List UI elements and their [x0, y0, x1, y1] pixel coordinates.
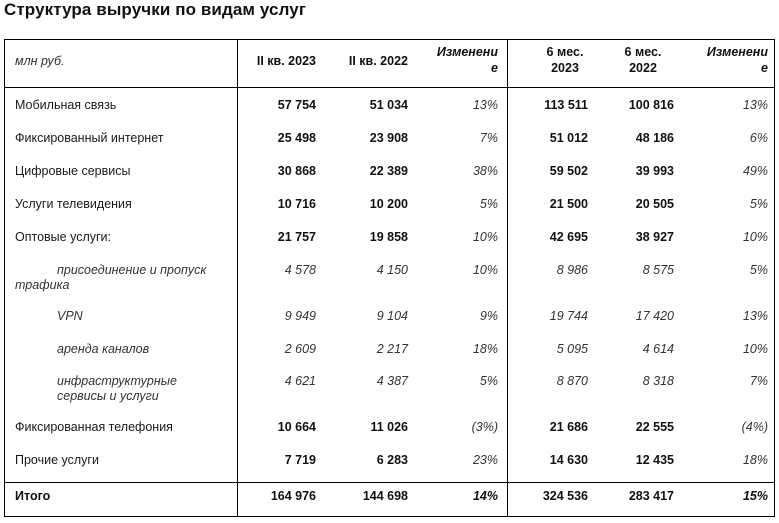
cell-6m-2022: 100 816 [628, 98, 674, 112]
cell-6m-2022: 4 614 [642, 342, 674, 356]
cell-change-q: 5% [479, 374, 498, 388]
cell-change-q: 5% [479, 197, 498, 211]
total-cell-q2-2023: 164 976 [270, 489, 316, 503]
row-label: Услуги телевидения [15, 197, 132, 211]
col-header-q2-2023: II кв. 2023 [256, 54, 316, 68]
cell-change-h: 5% [749, 197, 768, 211]
row-label: VPN [57, 309, 83, 323]
cell-change-q: 10% [472, 263, 498, 277]
cell-change-h: 7% [749, 374, 768, 388]
unit-label: млн руб. [15, 54, 65, 68]
col-header-change-h-line2: е [761, 61, 768, 75]
revenue-table [4, 39, 775, 517]
row-label: Цифровые сервисы [15, 164, 131, 178]
cell-change-h: (4%) [741, 420, 768, 434]
cell-6m-2022: 20 505 [635, 197, 674, 211]
cell-6m-2023: 42 695 [549, 230, 588, 244]
cell-q2-2023: 10 664 [277, 420, 316, 434]
cell-6m-2022: 12 435 [635, 453, 674, 467]
cell-6m-2023: 19 744 [549, 309, 588, 323]
row-label-continued: сервисы и услуги [57, 389, 159, 403]
cell-change-q: 7% [479, 131, 498, 145]
cell-6m-2023: 14 630 [549, 453, 588, 467]
cell-q2-2023: 10 716 [277, 197, 316, 211]
col-header-change-h [707, 44, 768, 76]
cell-q2-2022: 11 026 [370, 420, 408, 434]
col-header-change-h-line1: Изменени [706, 45, 768, 59]
page-title: Структура выручки по видам услуг [4, 0, 307, 19]
cell-q2-2023: 4 578 [284, 263, 316, 277]
col-header-change-q-line2: е [491, 61, 498, 75]
cell-q2-2022: 10 200 [369, 197, 408, 211]
cell-change-h: 13% [742, 98, 768, 112]
row-label-continued: трафика [15, 278, 70, 292]
cell-6m-2023: 5 095 [556, 342, 588, 356]
cell-q2-2022: 4 387 [376, 374, 408, 388]
cell-change-h: 10% [742, 230, 768, 244]
cell-change-q: 23% [472, 453, 498, 467]
cell-q2-2022: 4 150 [376, 263, 408, 277]
cell-q2-2023: 2 609 [284, 342, 316, 356]
total-cell-6m-2022: 283 417 [628, 489, 674, 503]
cell-change-h: 18% [742, 453, 768, 467]
cell-change-h: 6% [749, 131, 768, 145]
cell-q2-2022: 22 389 [369, 164, 408, 178]
row-label: аренда каналов [57, 342, 150, 356]
row-label: Фиксированная телефония [15, 420, 173, 434]
cell-q2-2023: 25 498 [277, 131, 316, 145]
col-header-6m-2022-line2: 2022 [629, 61, 657, 75]
total-cell-change-h: 15% [742, 489, 768, 503]
cell-change-q: 10% [472, 230, 498, 244]
cell-change-q: 18% [472, 342, 498, 356]
row-label: присоединение и пропуск [57, 263, 207, 277]
cell-change-q: 38% [472, 164, 498, 178]
cell-change-h: 5% [749, 263, 768, 277]
cell-6m-2023: 8 870 [556, 374, 588, 388]
cell-6m-2023: 8 986 [556, 263, 588, 277]
cell-6m-2023: 113 511 [544, 98, 588, 112]
row-label: Мобильная связь [15, 98, 117, 112]
cell-6m-2022: 39 993 [635, 164, 674, 178]
col-header-6m-2023 [535, 44, 595, 76]
col-header-6m-2022 [613, 44, 673, 76]
cell-q2-2023: 9 949 [284, 309, 316, 323]
column-divider [507, 40, 508, 516]
cell-q2-2022: 2 217 [376, 342, 408, 356]
cell-q2-2023: 4 621 [284, 374, 316, 388]
cell-q2-2023: 30 868 [277, 164, 316, 178]
row-label: Фиксированный интернет [15, 131, 164, 145]
row-label: Прочие услуги [15, 453, 99, 467]
cell-6m-2022: 38 927 [635, 230, 674, 244]
cell-change-h: 10% [742, 342, 768, 356]
header-divider [5, 87, 774, 88]
cell-q2-2022: 19 858 [369, 230, 408, 244]
cell-q2-2023: 21 757 [277, 230, 316, 244]
cell-6m-2023: 21 500 [549, 197, 588, 211]
cell-change-q: 9% [479, 309, 498, 323]
cell-q2-2023: 57 754 [277, 98, 316, 112]
row-label: Оптовые услуги: [15, 230, 111, 244]
total-label: Итого [15, 489, 51, 503]
cell-6m-2023: 51 012 [549, 131, 588, 145]
cell-change-q: 13% [472, 98, 498, 112]
cell-change-q: (3%) [471, 420, 498, 434]
cell-6m-2022: 8 318 [642, 374, 674, 388]
total-cell-change-q: 14% [472, 489, 498, 503]
cell-q2-2022: 23 908 [369, 131, 408, 145]
col-header-6m-2023-line1: 6 мес. [546, 45, 584, 59]
cell-q2-2022: 6 283 [376, 453, 408, 467]
cell-change-h: 49% [742, 164, 768, 178]
cell-6m-2022: 22 555 [635, 420, 674, 434]
cell-q2-2022: 51 034 [369, 98, 408, 112]
cell-6m-2022: 17 420 [635, 309, 674, 323]
cell-q2-2023: 7 719 [284, 453, 316, 467]
col-header-6m-2023-line2: 2023 [551, 61, 579, 75]
column-divider [237, 40, 238, 516]
cell-change-h: 13% [742, 309, 768, 323]
cell-6m-2022: 8 575 [642, 263, 674, 277]
total-cell-6m-2023: 324 536 [542, 489, 588, 503]
cell-6m-2022: 48 186 [635, 131, 674, 145]
col-header-6m-2022-line1: 6 мес. [624, 45, 662, 59]
cell-6m-2023: 21 686 [549, 420, 588, 434]
col-header-q2-2022: II кв. 2022 [348, 54, 408, 68]
cell-6m-2023: 59 502 [549, 164, 588, 178]
cell-q2-2022: 9 104 [376, 309, 408, 323]
total-cell-q2-2022: 144 698 [362, 489, 408, 503]
col-header-change-q [437, 44, 498, 76]
row-label: инфраструктурные [57, 374, 177, 388]
col-header-change-q-line1: Изменени [436, 45, 498, 59]
total-divider [5, 482, 774, 483]
